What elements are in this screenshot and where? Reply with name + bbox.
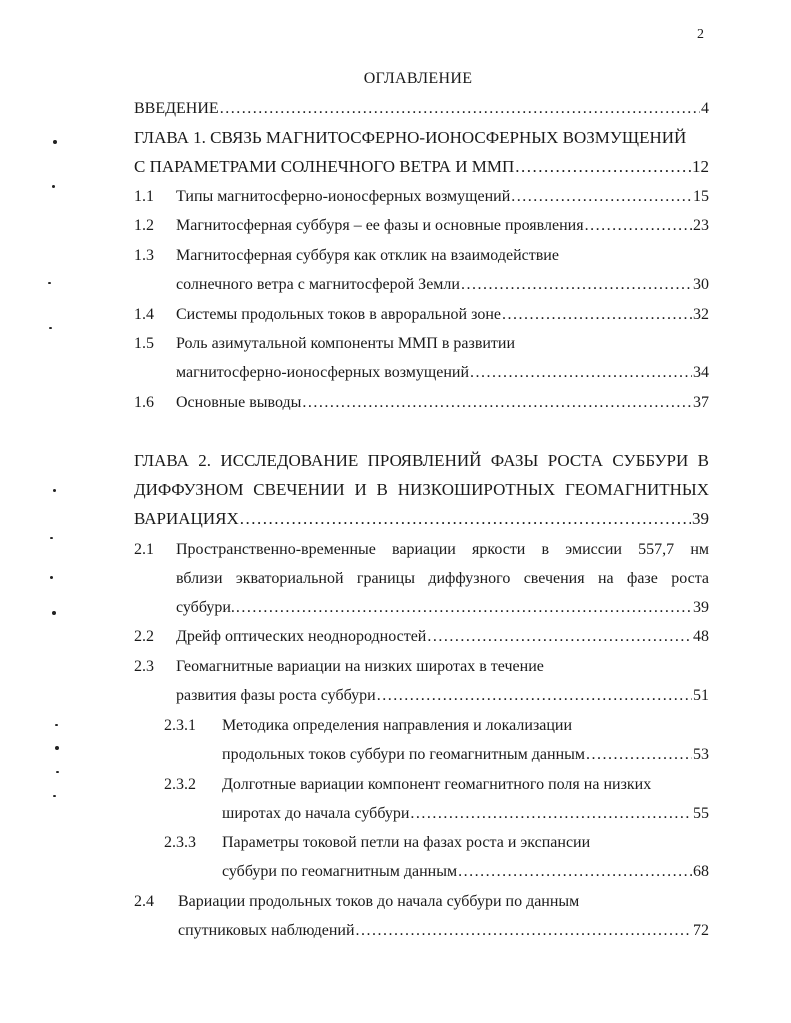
scan-mark bbox=[48, 282, 51, 284]
toc-entry-text: ВАРИАЦИЯХ bbox=[134, 509, 239, 528]
toc-entry-text: суббури. bbox=[176, 599, 235, 616]
toc-entry-text: Параметры токовой петли на фазах роста и экспансии bbox=[222, 834, 591, 851]
dot-leader bbox=[240, 508, 691, 530]
toc-page-number: 30 bbox=[693, 276, 709, 293]
toc-page-number: 23 bbox=[693, 217, 709, 234]
section-number: 2.3 bbox=[134, 658, 154, 675]
chapter2-heading: ГЛАВА 2. ИССЛЕДОВАНИЕ ПРОЯВЛЕНИЙ ФАЗЫ РОСТА СУББУРИ В bbox=[134, 451, 709, 470]
chapter1-heading-cont bbox=[134, 156, 709, 178]
toc-entry-text: Системы продольных токов в авроральной зоне bbox=[176, 306, 501, 323]
dot-leader bbox=[427, 626, 692, 648]
section-number: 2.3.1 bbox=[164, 717, 196, 734]
dot-leader bbox=[236, 597, 692, 619]
dot-leader bbox=[585, 215, 692, 237]
scan-mark bbox=[55, 724, 58, 726]
toc-entry-text: продольных токов суббури по геомагнитным данным bbox=[222, 746, 586, 763]
toc-entry-text: вблизи экваториальной границы диффузного свечения на фазе роста bbox=[176, 570, 709, 587]
toc-page-number: 51 bbox=[693, 687, 709, 704]
toc-page-number: 39 bbox=[692, 509, 709, 528]
toc-entry-text: суббури по геомагнитным данным bbox=[222, 863, 458, 880]
dot-leader bbox=[461, 274, 692, 296]
chapter2-heading-end bbox=[134, 508, 709, 530]
toc-entry-text: Геомагнитные вариации на низких широтах в течение bbox=[176, 658, 544, 675]
scan-mark bbox=[53, 795, 56, 797]
toc-page-number: 39 bbox=[693, 599, 709, 616]
toc-entry-text: ВВЕДЕНИЕ bbox=[134, 100, 219, 117]
toc-page-number: 15 bbox=[693, 188, 709, 205]
section-number: 1.6 bbox=[134, 394, 154, 411]
dot-leader bbox=[586, 744, 692, 766]
toc-entry-2-1 bbox=[176, 597, 709, 619]
toc-entry-2-3-1 bbox=[222, 744, 709, 766]
toc-entry-1-1 bbox=[176, 186, 709, 208]
toc-entry-text: Роль азимутальной компоненты ММП в развитии bbox=[176, 335, 516, 352]
toc-entry-text: развития фазы роста суббури bbox=[176, 687, 376, 704]
toc-entry-2-3-2 bbox=[222, 803, 709, 825]
scan-mark bbox=[55, 746, 59, 750]
dot-leader bbox=[377, 685, 692, 707]
section-number: 2.3.3 bbox=[164, 834, 196, 851]
page-number: 2 bbox=[697, 27, 704, 42]
chapter2-heading-cont: ДИФФУЗНОМ СВЕЧЕНИИ И В НИЗКОШИРОТНЫХ ГЕОМАГНИТНЫХ bbox=[134, 480, 709, 499]
toc-entry-text: Магнитосферная суббуря – ее фазы и основные проявления bbox=[176, 217, 584, 234]
scan-mark bbox=[50, 537, 53, 539]
dot-leader bbox=[515, 156, 691, 178]
toc-entry-text: Магнитосферная суббуря как отклик на взаимодействие bbox=[176, 247, 559, 264]
toc-page-number: 32 bbox=[693, 306, 709, 323]
dot-leader bbox=[410, 803, 692, 825]
scan-mark bbox=[52, 185, 55, 188]
toc-entry-text: С ПАРАМЕТРАМИ СОЛНЕЧНОГО ВЕТРА И ММП bbox=[134, 157, 515, 176]
dot-leader bbox=[356, 920, 692, 942]
toc-entry-1-5 bbox=[176, 362, 709, 384]
toc-page-number: 53 bbox=[693, 746, 709, 763]
section-number: 1.4 bbox=[134, 306, 154, 323]
scan-mark bbox=[49, 327, 52, 329]
toc-entry-2-4 bbox=[178, 920, 709, 942]
toc-page-number: 55 bbox=[693, 805, 709, 822]
toc-entry-text: спутниковых наблюдений bbox=[178, 922, 355, 939]
toc-entry-text: солнечного ветра с магнитосферой Земли bbox=[176, 276, 460, 293]
scan-mark bbox=[50, 576, 53, 579]
section-number: 2.1 bbox=[134, 541, 154, 558]
toc-entry-1-4 bbox=[176, 304, 709, 326]
dot-leader bbox=[220, 98, 700, 120]
dot-leader bbox=[458, 861, 692, 883]
toc-page-number: 48 bbox=[693, 628, 709, 645]
section-number: 2.3.2 bbox=[164, 776, 196, 793]
toc-entry-text: Долготные вариации компонент геомагнитного поля на низких bbox=[222, 776, 652, 793]
dot-leader bbox=[470, 362, 692, 384]
page-title: ОГЛАВЛЕНИЕ bbox=[363, 70, 473, 87]
section-number: 2.2 bbox=[134, 628, 154, 645]
toc-entry-2-3 bbox=[176, 685, 709, 707]
section-number: 1.3 bbox=[134, 247, 154, 264]
dot-leader bbox=[302, 392, 692, 414]
section-number: 1.1 bbox=[134, 188, 154, 205]
toc-entry-text: Дрейф оптических неоднородностей bbox=[176, 628, 427, 645]
toc-page-number: 72 bbox=[693, 922, 709, 939]
toc-page-number: 37 bbox=[693, 394, 709, 411]
dot-leader bbox=[511, 186, 692, 208]
toc-entry-1-2 bbox=[176, 215, 709, 237]
toc-page-number: 68 bbox=[693, 863, 709, 880]
toc-page-number: 4 bbox=[701, 100, 709, 117]
toc-entry-text: Вариации продольных токов до начала суббури по данным bbox=[178, 893, 580, 910]
toc-entry-text: Основные выводы bbox=[176, 394, 302, 411]
scan-mark bbox=[52, 611, 56, 615]
toc-entry-intro bbox=[134, 98, 709, 120]
toc-entry-text: Методика определения направления и локализации bbox=[222, 717, 573, 734]
toc-entry-text: магнитосферно-ионосферных возмущений bbox=[176, 364, 470, 381]
toc-entry-1-6 bbox=[176, 392, 709, 414]
toc-page-number: 12 bbox=[692, 157, 709, 176]
scan-mark bbox=[56, 771, 59, 773]
toc-page-number: 34 bbox=[693, 364, 709, 381]
section-number: 1.2 bbox=[134, 217, 154, 234]
toc-entry-2-2 bbox=[176, 626, 709, 648]
scan-mark bbox=[53, 489, 56, 492]
toc-entry-1-3 bbox=[176, 274, 709, 296]
toc-entry-text: широтах до начала суббури bbox=[222, 805, 410, 822]
section-number: 2.4 bbox=[134, 893, 154, 910]
scan-mark bbox=[53, 140, 57, 144]
toc-entry-text: Пространственно-временные вариации яркости в эмиссии 557,7 нм bbox=[176, 541, 709, 558]
section-number: 1.5 bbox=[134, 335, 154, 352]
toc-entry-text: Типы магнитосферно-ионосферных возмущений bbox=[176, 188, 511, 205]
toc-entry-2-3-3 bbox=[222, 861, 709, 883]
dot-leader bbox=[502, 304, 692, 326]
chapter1-heading: ГЛАВА 1. СВЯЗЬ МАГНИТОСФЕРНО-ИОНОСФЕРНЫХ ВОЗМУЩЕНИЙ bbox=[134, 128, 687, 147]
